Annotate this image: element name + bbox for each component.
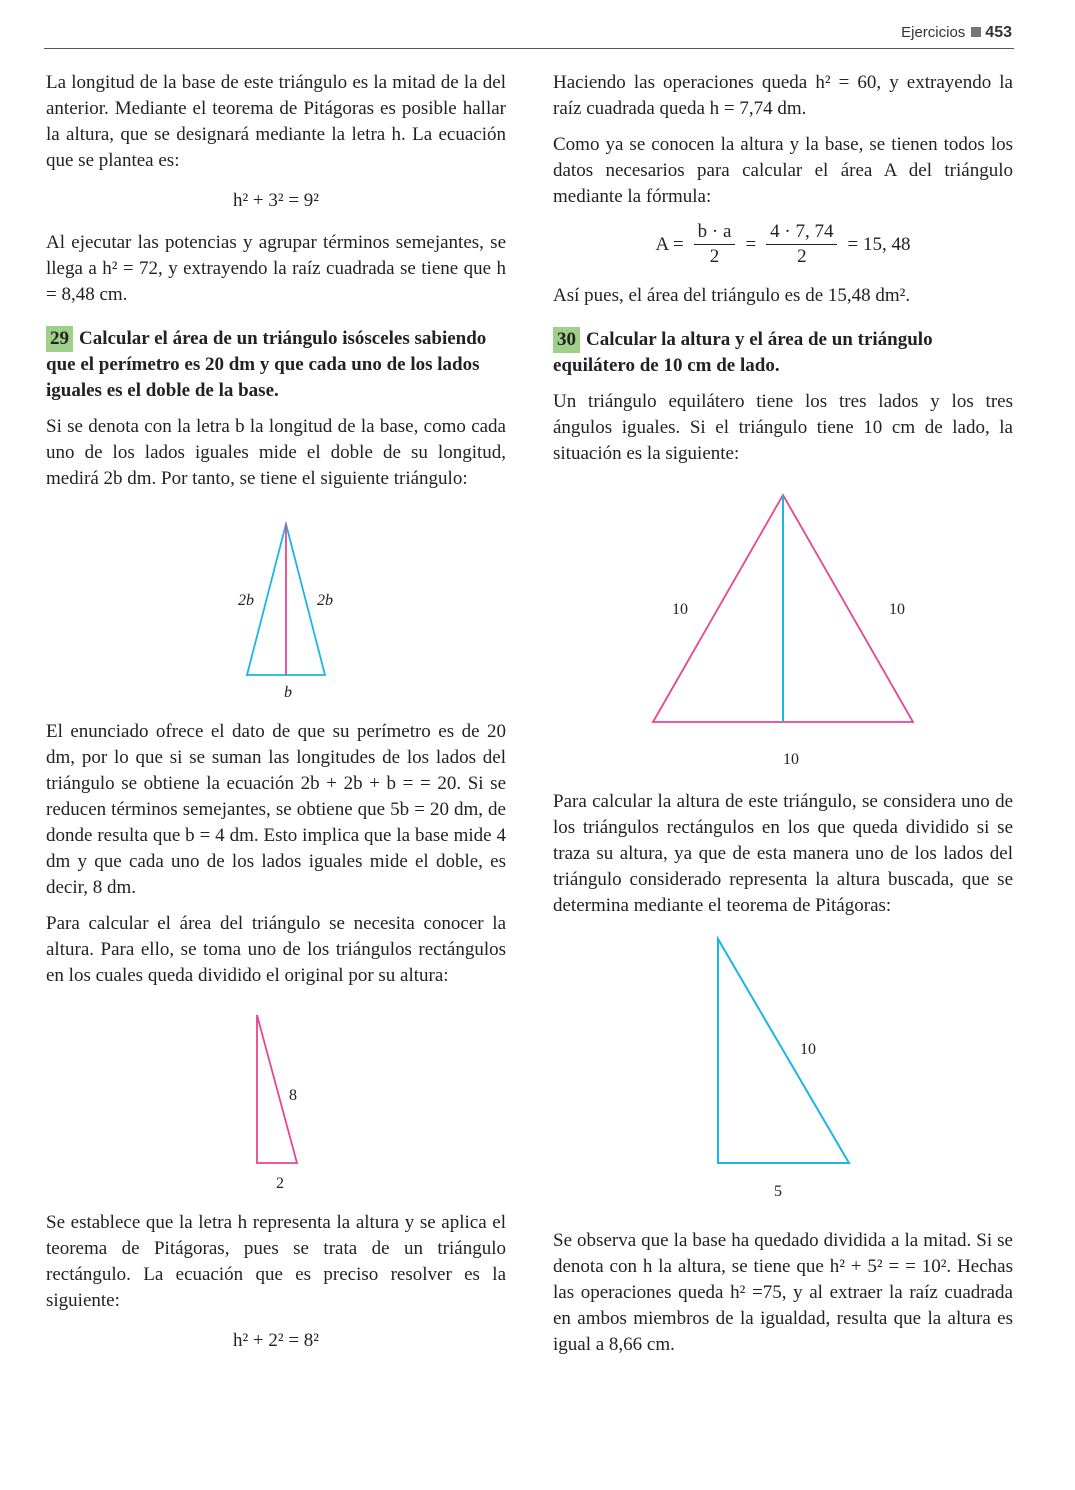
numerator: b · a: [694, 220, 736, 245]
paragraph: Un triángulo equilátero tiene los tres lados y los tres ángulos iguales. Si el triángulo tiene 10 cm de lado, la situación es la siguiente:: [553, 391, 1013, 464]
isosceles-triangle-svg: [176, 502, 376, 697]
exercise-29-heading: [46, 326, 506, 404]
exercise-title: Calcular el área de un triángulo isósceles sabiendo que el perímetro es 20 dm y que cada uno de los lados iguales es el doble de la base.: [46, 328, 487, 401]
paragraph: Para calcular la altura de este triángulo, se considera uno de los triángulos rectángulos en los que queda dividido si se traza su altura, ya que de esta manera uno de los lados del triángulo considerado representa la altura buscada, que se determina mediante el teorema de Pitágoras:: [553, 791, 1013, 916]
formula-result: = 15, 48: [847, 233, 911, 255]
numerator: 4 · 7, 74: [766, 220, 837, 245]
left-side-label: 2b: [238, 592, 254, 609]
section-name: Ejercicios: [901, 24, 966, 41]
paragraph: Al ejecutar las potencias y agrupar términos semejantes, se llega a h² = 72, y extrayendo la raíz cuadrada se tiene que h = 8,48 cm.: [46, 232, 506, 305]
equation: h² + 2² = 8²: [232, 1330, 320, 1351]
right-triangle-figure-small: [176, 1005, 376, 1200]
right-side-label: 2b: [317, 592, 333, 609]
isosceles-triangle-figure: [176, 502, 376, 701]
paragraph: Así pues, el área del triángulo es de 15,48 dm².: [553, 285, 911, 306]
equals-sign: =: [745, 233, 757, 255]
denominator: 2: [709, 246, 720, 267]
paragraph: Para calcular el área del triángulo se necesita conocer la altura. Para ello, se toma uno de los triángulos rectángulos en los cuales queda dividido el original por su altura:: [46, 913, 506, 986]
paragraph: Si se denota con la letra b la longitud de la base, como cada uno de los lados iguales mide el doble de su longitud, medirá 2b dm. Por tanto, se tiene el siguiente triángulo:: [46, 416, 506, 489]
exercise-number: 30: [553, 327, 580, 353]
hypotenuse-label: 8: [289, 1087, 297, 1104]
square-bullet-icon: [971, 27, 981, 37]
base-label: 5: [774, 1183, 782, 1200]
triangle-outline: [718, 939, 849, 1163]
right-triangle-figure-large: [553, 931, 1013, 1216]
base-label: 10: [783, 751, 799, 768]
paragraph: Como ya se conocen la altura y la base, se tienen todos los datos necesarios para calcular el área A del triángulo mediante la fórmula:: [553, 134, 1013, 207]
fraction: [694, 220, 736, 269]
paragraph: Se observa que la base ha quedado dividida a la mitad. Si se denota con h la altura, se tiene que h² + 5² = = 10². Hechas las operaciones queda h² =75, y al extraer la raíz cuadrada en ambos miembros de la igualdad, resulta que la altura es igual a 8,66 cm.: [553, 1230, 1013, 1355]
equilateral-triangle-figure: [553, 477, 1013, 767]
right-triangle-large-svg: [553, 931, 1013, 1216]
exercise-30-heading: [553, 327, 1013, 379]
right-side-label: 10: [889, 601, 905, 618]
left-column: [46, 70, 506, 1470]
paragraph: El enunciado ofrece el dato de que su perímetro es de 20 dm, por lo que si se suman las longitudes de los lados del triángulo se obtiene la ecuación 2b + 2b + b = = 20. Si se reducen términos semejantes, se obtiene que 5b = 20 dm, de donde resulta que b = 4 dm. Esto implica que la base mide 4 dm y que cada uno de los lados iguales mide el doble, es decir, 8 dm.: [46, 721, 506, 898]
equilateral-triangle-svg: [553, 477, 1013, 767]
paragraph: La longitud de la base de este triángulo es la mitad de la del anterior. Mediante el teorema de Pitágoras es posible hallar la altura, que se designará mediante la letra h. La ecuación que se plantea es:: [46, 72, 506, 171]
running-head: [901, 24, 1012, 42]
denominator: 2: [797, 246, 807, 267]
equation: h² + 3² = 9²: [232, 190, 320, 211]
hypotenuse-label: 10: [800, 1041, 816, 1058]
paragraph: Haciendo las operaciones queda h² = 60, y extrayendo la raíz cuadrada queda h = 7,74 dm.: [553, 72, 1013, 119]
page-number: 453: [985, 24, 1012, 41]
base-label: b: [284, 684, 292, 701]
paragraph: Se establece que la letra h representa la altura y se aplica el teorema de Pitágoras, pues se trata de un triángulo rectángulo. La ecuación que es preciso resolver es la siguiente:: [46, 1212, 506, 1311]
right-column: [553, 70, 1013, 1470]
area-formula: [553, 220, 1013, 269]
left-side-label: 10: [672, 601, 688, 618]
exercise-number: 29: [46, 326, 73, 352]
base-label: 2: [276, 1175, 284, 1192]
formula-lhs: A =: [655, 233, 684, 255]
exercise-title: Calcular la altura y el área de un triángulo equilátero de 10 cm de lado.: [553, 329, 933, 376]
page-header: [44, 22, 1014, 49]
fraction: [766, 220, 837, 269]
